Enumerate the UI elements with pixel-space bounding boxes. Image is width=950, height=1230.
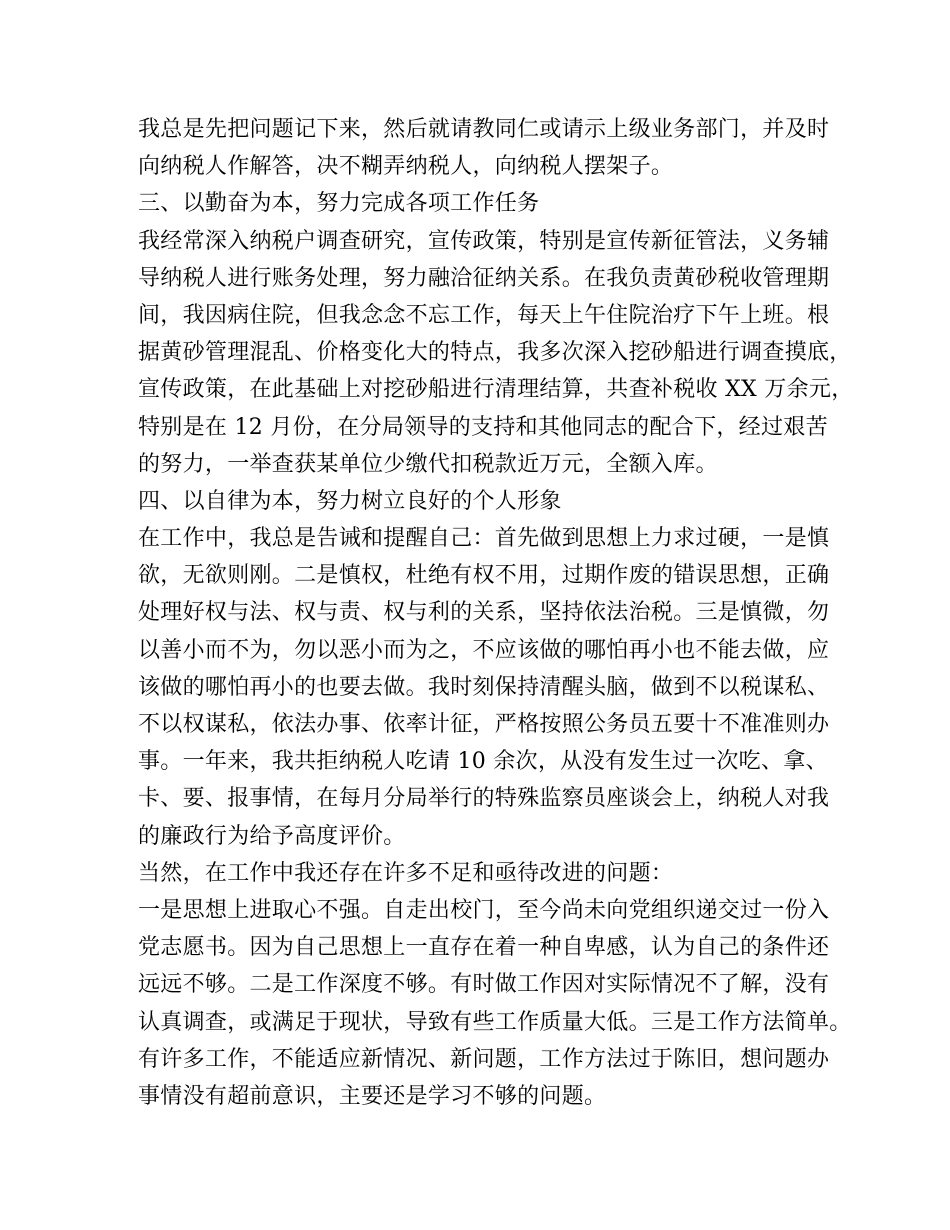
text-line: 导纳税人进行账务处理，努力融洽征纳关系。在我负责黄砂税收管理期: [138, 265, 830, 291]
text-line: 卡、要、报事情，在每月分局举行的特殊监察员座谈会上，纳税人对我: [138, 786, 830, 812]
text-line: 间，我因病住院，但我念念不忘工作，每天上午住院治疗下午上班。根: [138, 302, 830, 328]
section-heading: 三、以勤奋为本，努力完成各项工作任务: [138, 191, 540, 217]
text-line: 以善小而不为，勿以恶小而为之，不应该做的哪怕再小也不能去做，应: [138, 637, 830, 663]
text-line: 特别是在 12 月份，在分局领导的支持和其他同志的配合下，经过艰苦: [138, 414, 828, 440]
section-heading: 四、以自律为本，努力树立良好的个人形象: [138, 488, 562, 514]
text-line: 事。一年来，我共拒纳税人吃请 10 余次，从没有发生过一次吃、拿、: [138, 749, 828, 775]
text-line: 不以权谋私，依法办事、依率计征，严格按照公务员五要十不准准则办: [138, 712, 830, 737]
text-line: 一是思想上进取心不强。自走出校门，至今尚未向党组织递交过一份入: [138, 897, 830, 923]
text-line: 有许多工作，不能适应新情况、新问题，工作方法过于陈旧，想问题办: [138, 1046, 830, 1072]
text-line: 向纳税人作解答，决不糊弄纳税人，向纳税人摆架子。: [138, 154, 674, 180]
text-line: 欲，无欲则刚。二是慎权，杜绝有权不用，过期作废的错误思想，正确: [138, 563, 830, 589]
text-line: 据黄砂管理混乱、价格变化大的特点，我多次深入挖砂船进行调查摸底，: [138, 340, 852, 366]
text-line: 党志愿书。因为自己思想上一直存在着一种自卑感，认为自己的条件还: [138, 935, 830, 961]
text-line: 的努力，一举查获某单位少缴代扣税款近万元，全额入库。: [138, 451, 718, 477]
text-line: 当然，在工作中我还存在许多不足和亟待改进的问题：: [138, 860, 674, 886]
text-line: 我总是先把问题记下来，然后就请教同仁或请示上级业务部门，并及时: [138, 117, 830, 142]
text-line: 认真调查，或满足于现状，导致有些工作质量大低。三是工作方法简单。: [138, 1009, 852, 1035]
text-line: 宣传政策，在此基础上对挖砂船进行清理结算，共查补税收 XX 万余元，: [138, 377, 854, 403]
document-body: [138, 111, 854, 1115]
text-line: 的廉政行为给予高度评价。: [138, 823, 406, 849]
text-line: 我经常深入纳税户调查研究，宣传政策，特别是宣传新征管法，义务辅: [138, 228, 830, 254]
text-line: 在工作中，我总是告诫和提醒自己：首先做到思想上力求过硬，一是慎: [138, 526, 830, 552]
text-line: 处理好权与法、权与责、权与利的关系，坚持依法治税。三是慎微，勿: [138, 600, 830, 626]
text-line: 该做的哪怕再小的也要去做。我时刻保持清醒头脑，做到不以税谋私、: [138, 674, 830, 700]
text-line: 远远不够。二是工作深度不够。有时做工作因对实际情况不了解，没有: [138, 972, 830, 998]
text-line: 事情没有超前意识，主要还是学习不够的问题。: [138, 1083, 607, 1109]
